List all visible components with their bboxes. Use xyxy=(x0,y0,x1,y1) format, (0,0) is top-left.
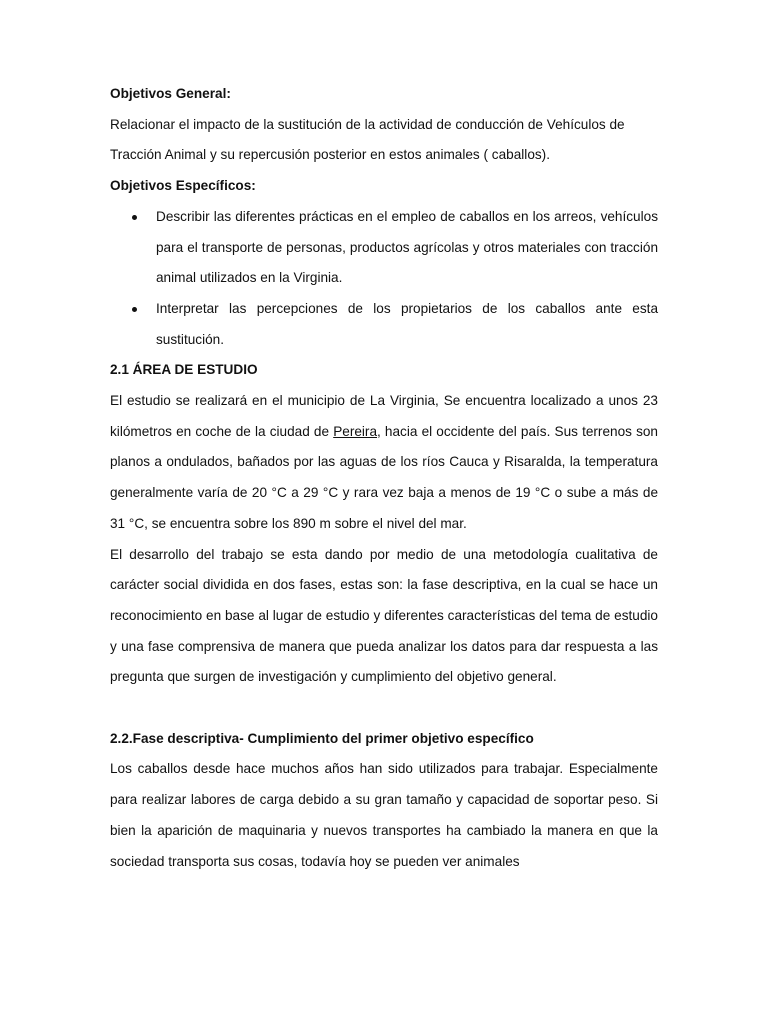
list-item xyxy=(110,294,658,355)
descriptive-phase-heading: 2.2.Fase descriptiva- Cumplimiento del primer objetivo específico xyxy=(110,730,534,746)
bullet-icon xyxy=(132,215,137,220)
paragraph-text: , hacia el occidente del país. Sus terrenos son planos a ondulados, bañados por las aguas de los ríos Cauca y Risaralda, la temperatura generalmente varía de 20 °C a 29 °C y rara vez baja a menos de 19 °C o sube a más de 31 °C, se encuentra sobre los 890 m sobre el nivel del mar. xyxy=(110,423,658,531)
specific-objectives-list xyxy=(110,202,658,356)
study-area-paragraph-2: El desarrollo del trabajo se esta dando por medio de una metodología cualitativa de carácter social dividida en dos fases, estas son: la fase descriptiva, en la cual se hace un reconocimiento en base al lugar de estudio y diferentes características del tema de estudio y una fase comprensiva de manera que pueda analizar los datos para dar respuesta a las pregunta que surgen de investigación y cumplimiento del objetivo general. xyxy=(110,546,658,685)
paragraph-text: El estudio se realizará en el municipio de La Virginia, Se encuentra localizado a unos 23 kilómetros en coche de la ciudad de xyxy=(110,393,658,439)
list-item-text: Describir las diferentes prácticas en el empleo de caballos en los arreos, vehículos para el transporte de personas, productos agrícolas y otros materiales con tracción animal utilizados en la Virginia. xyxy=(156,208,658,286)
study-area-paragraph-1 xyxy=(110,386,658,540)
general-objective-text: Relacionar el impacto de la sustitución de la actividad de conducción de Vehículos de Tracción Animal y su repercusión posterior en estos animales ( caballos). xyxy=(110,116,625,163)
spacer xyxy=(110,693,658,724)
bullet-icon xyxy=(132,307,137,312)
general-objective-heading: Objetivos General: xyxy=(110,86,231,101)
list-item xyxy=(110,202,658,294)
study-area-heading: 2.1 ÁREA DE ESTUDIO xyxy=(110,362,258,378)
specific-objectives-heading: Objetivos Específicos: xyxy=(110,178,256,194)
pereira-link[interactable]: Pereira xyxy=(333,423,378,439)
list-item-text: Interpretar las percepciones de los propietarios de los caballos ante esta sustitución. xyxy=(156,300,658,347)
descriptive-phase-paragraph: Los caballos desde hace muchos años han sido utilizados para trabajar. Especialmente para realizar labores de carga debido a su gran tamaño y capacidad de soportar peso. Si bien la aparición de maquinaria y nuevos transportes ha cambiado la manera en que la sociedad transporta sus cosas, todavía hoy se pueden ver animales xyxy=(110,761,658,869)
document-body xyxy=(110,79,658,877)
